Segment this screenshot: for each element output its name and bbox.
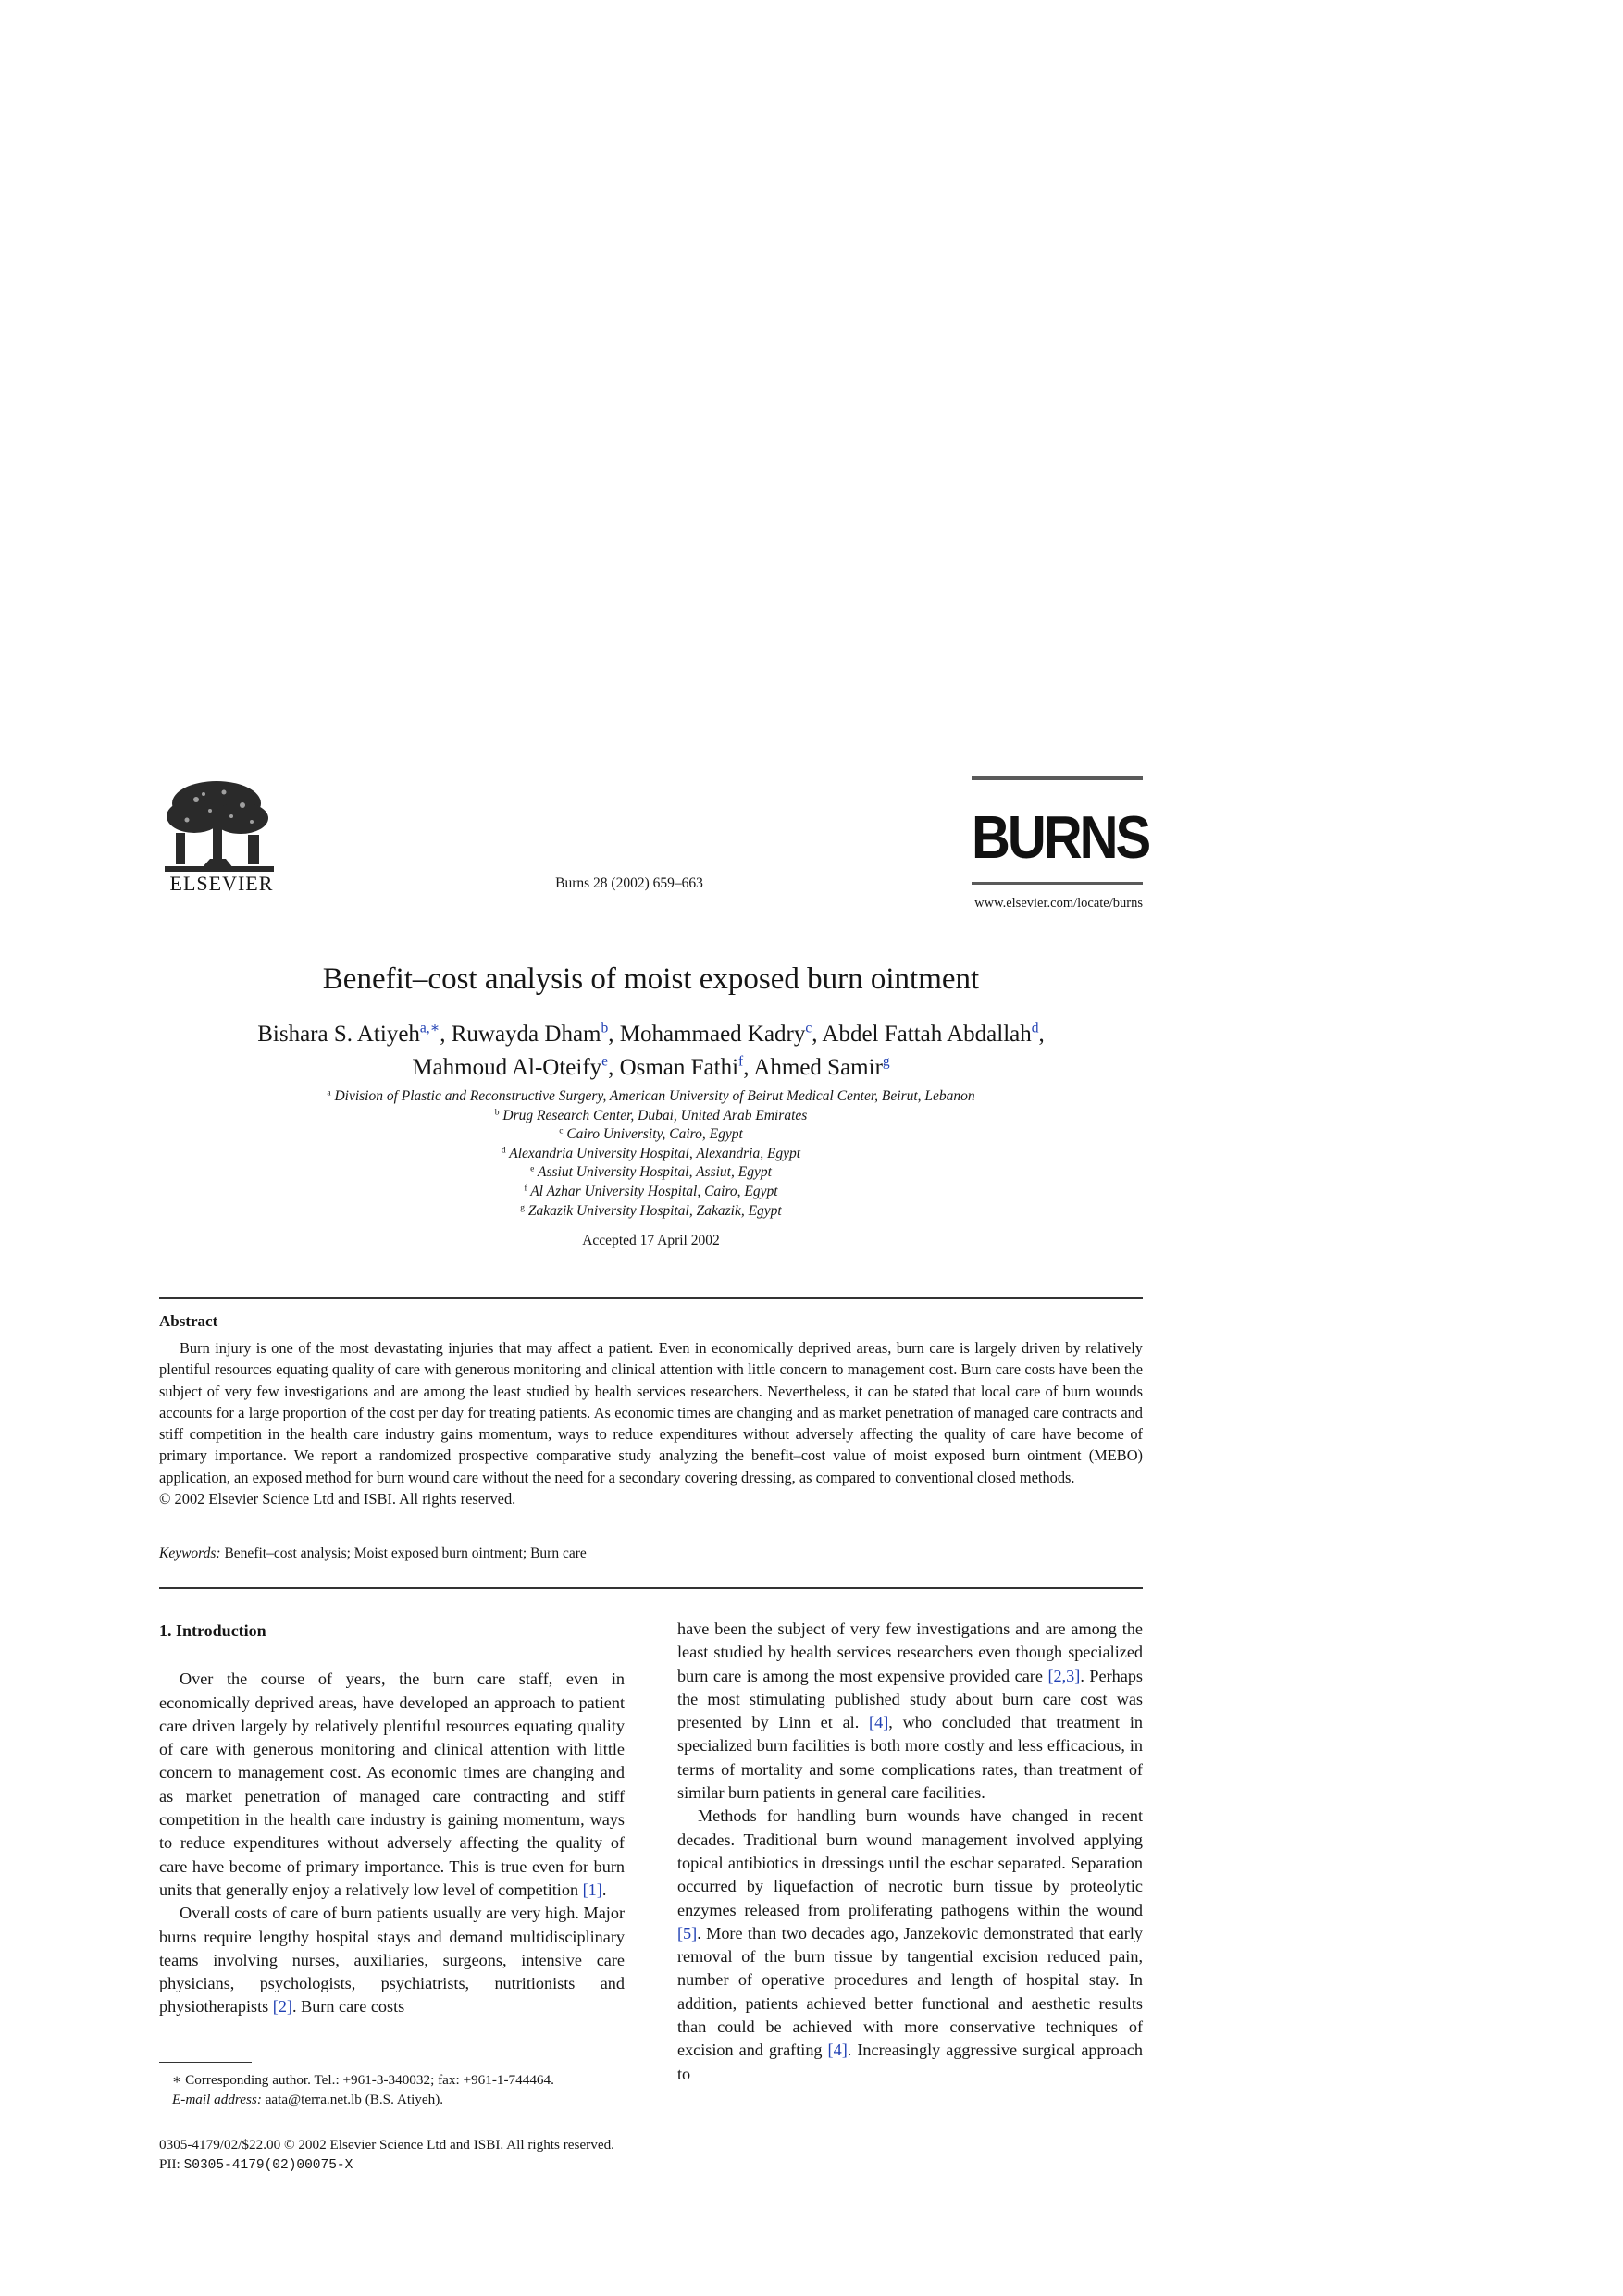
body-paragraph [677,1618,1143,1805]
paragraph-text: have been the subject of very few investigations and are among the least studied by health services researchers even though specialized burn care is among the most expensive provided care [677,1620,1143,1685]
journal-citation: Burns 28 (2002) 659–663 [555,875,703,891]
journal-name: BURNS [972,803,1149,872]
paragraph-text: Over the course of years, the burn care staff, even in economically deprived areas, have developed an approach to patient care driven largely by relatively plentiful resources equating quality of care with generous monitoring and clinical attention with little concern to management cost. As economic times are changing and as market penetration of managed care contracting and stiff competition in the health care industry is gaining momentum, ways to reduce expenditures without adversely affecting the quality of care have become of primary importance. This is true even for burn units that generally enjoy a relatively low level of competition [159,1669,625,1899]
brand-top-rule [972,776,1143,780]
author-separator: , [1038,1022,1045,1047]
journal-url[interactable]: www.elsevier.com/locate/burns [974,896,1143,911]
paragraph-text: Methods for handling burn wounds have changed in recent decades. Traditional burn wound management involved applying topical antibiotics in dressings until the eschar separated. Separation occurred by liquefaction of necrotic burn tissue by proteolytic enzymes released from proliferating pathogens within the wound [677,1806,1143,1919]
pii-label: PII: [159,2156,184,2172]
author-affiliation-marker[interactable]: a,∗ [419,1020,440,1036]
issn-line: 0305-4179/02/$22.00 © 2002 Elsevier Science Ltd and ISBI. All rights reserved. [159,2137,614,2153]
footnote-rule [159,2062,252,2063]
author-name: Mohammaed Kadry [619,1022,806,1047]
affiliation-marker: e [530,1164,535,1175]
author-separator: , [743,1055,754,1080]
author-name: Ruwayda Dham [451,1022,601,1047]
author-affiliation-marker[interactable]: c [805,1020,812,1036]
keywords [159,1545,1143,1562]
email-note [159,2091,625,2110]
author-affiliation-marker[interactable]: d [1031,1020,1039,1036]
abstract-copyright: © 2002 Elsevier Science Ltd and ISBI. All rights reserved. [159,1490,516,1508]
elsevier-tree-logo [159,776,279,879]
citation-link[interactable]: [2] [272,1997,292,2017]
body-paragraph [159,1902,625,2018]
brand-bottom-rule [972,882,1143,885]
author-name: Mahmoud Al-Oteify [412,1055,602,1080]
pii-line [159,2154,899,2176]
affiliation-marker: g [520,1202,526,1213]
publisher-name: ELSEVIER [169,872,274,895]
citation-link[interactable]: [4] [827,2041,848,2060]
paragraph-text: . Perhaps the most stimulating published study about burn care cost was presented by Linn et al. [677,1666,1143,1732]
author-affiliation-marker[interactable]: f [738,1053,744,1070]
author-name: Osman Fathi [619,1055,739,1080]
affiliation [159,1145,1143,1164]
issn-line-block [159,2135,899,2176]
citation-link[interactable]: [4] [869,1713,889,1732]
author-separator: , [812,1022,823,1047]
body-paragraph [159,1668,625,1902]
affiliation-marker: c [559,1125,564,1136]
email-address[interactable]: aata@terra.net.lb (B.S. Atiyeh). [261,2091,444,2107]
section-heading: 1. Introduction [159,1621,266,1640]
affiliation-marker: f [524,1183,527,1194]
author-affiliation-marker[interactable]: g [882,1053,890,1070]
citation-link[interactable]: [5] [677,1923,698,1942]
paragraph-text: . Burn care costs [291,1997,405,2017]
affiliation-marker: a [327,1087,331,1098]
divider [159,1587,1143,1589]
author-list [159,1018,1143,1085]
affiliation-marker: d [501,1145,506,1156]
abstract-body: Burn injury is one of the most devastating injuries that may affect a patient. Even in economically deprived areas, burn care is largely driven by relatively plentiful resources equating quality of care with generous monitoring and clinical attention with little concern to management cost. Burn care costs have been the subject of very few investigations and are among the least studied by health services researchers. Nevertheless, it can be stated that local care of burn wounds accounts for a large proportion of the cost per day for treating patients. As economic times are changing and as market penetration of managed care contracts and stiff competition in the health care industry gains momentum, ways to reduce expenditures without adversely affecting the quality of care have become of primary importance. We report a randomized prospective comparative study analyzing the benefit–cost value of moist exposed burn ointment (MEBO) application, an exposed method for burn wound care without the need for a secondary covering dressing, as compared to conventional closed methods. [159,1339,1143,1486]
paragraph-text: , who concluded that treatment in specialized burn facilities is both more costly and less efficacious, in terms of mortality and some complications rates, than treatment of similar burn patients in general care facilities. [677,1713,1143,1803]
affiliation [159,1183,1143,1202]
author-name: Ahmed Samir [753,1055,883,1080]
affiliation [159,1107,1143,1126]
affiliation-marker: b [494,1107,500,1118]
paragraph-text: . More than two decades ago, Janzekovic demonstrated that early removal of the burn tissue by tangential excision reduced pain, number of operative procedures and length of hospital stay. In addition, patients achieved better functional and aesthetic results than could be achieved with more conservative techniques of excision and grafting [677,1923,1143,2060]
body-column-left [159,1620,625,2019]
author-separator: , [608,1022,620,1047]
left-paragraphs [159,1668,625,2018]
affiliation-text: Zakazik University Hospital, Zakazik, Egypt [527,1202,782,1219]
author-affiliation-marker[interactable]: b [601,1020,609,1036]
body-paragraph [677,1805,1143,2086]
affiliation-list [159,1087,1143,1221]
affiliation-text: Assiut University Hospital, Assiut, Egypt [538,1164,772,1181]
affiliation [159,1125,1143,1145]
affiliation [159,1202,1143,1222]
abstract-heading: Abstract [159,1312,218,1330]
corresponding-author-note: ∗ Corresponding author. Tel.: +961-3-340032; fax: +961-1-744464. [172,2072,554,2088]
citation-link[interactable]: [1] [582,1880,602,1899]
body-column-right [677,1618,1143,2086]
affiliation-text: Alexandria University Hospital, Alexandria, Egypt [509,1145,801,1161]
paragraph-text: Overall costs of care of burn patients usually are very high. Major burns require lengthy hospital stays and demand multidisciplinary teams involving nurses, auxiliaries, surgeons, intensive care physicians, psychologists, psychiatrists, nutritionists and physiotherapists [159,1904,625,2017]
keywords-label: Keywords: [159,1545,221,1561]
author-separator: , [608,1055,620,1080]
affiliation-text: Drug Research Center, Dubai, United Arab Emirates [502,1107,808,1123]
journal-brand [972,776,1149,885]
abstract-text [159,1337,1143,1509]
citation-link[interactable]: [2,3] [1047,1666,1081,1685]
affiliation-text: Al Azhar University Hospital, Cairo, Egypt [530,1183,778,1199]
footnotes [159,2071,625,2109]
author-affiliation-marker[interactable]: e [601,1053,609,1070]
accepted-date: Accepted 17 April 2002 [582,1233,720,1248]
affiliation-text: Division of Plastic and Reconstructive Surgery, American University of Beirut Medical Center, Beirut, Lebanon [334,1088,975,1104]
article-title: Benefit–cost analysis of moist exposed burn ointment [322,962,980,996]
affiliation [159,1087,1143,1107]
author-name: Bishara S. Atiyeh [257,1022,420,1047]
paragraph-text: . [601,1880,607,1899]
paragraph-text: . Increasingly aggressive surgical approach to [677,2041,1143,2083]
email-label: E-mail address: [172,2091,262,2107]
keywords-text: Benefit–cost analysis; Moist exposed burn ointment; Burn care [224,1545,587,1561]
pii-code: S0305-4179(02)00075-X [183,2158,353,2173]
author-separator: , [440,1022,452,1047]
author-name: Abdel Fattah Abdallah [822,1022,1032,1047]
affiliation-text: Cairo University, Cairo, Egypt [566,1126,743,1143]
divider [159,1297,1143,1299]
affiliation [159,1163,1143,1183]
